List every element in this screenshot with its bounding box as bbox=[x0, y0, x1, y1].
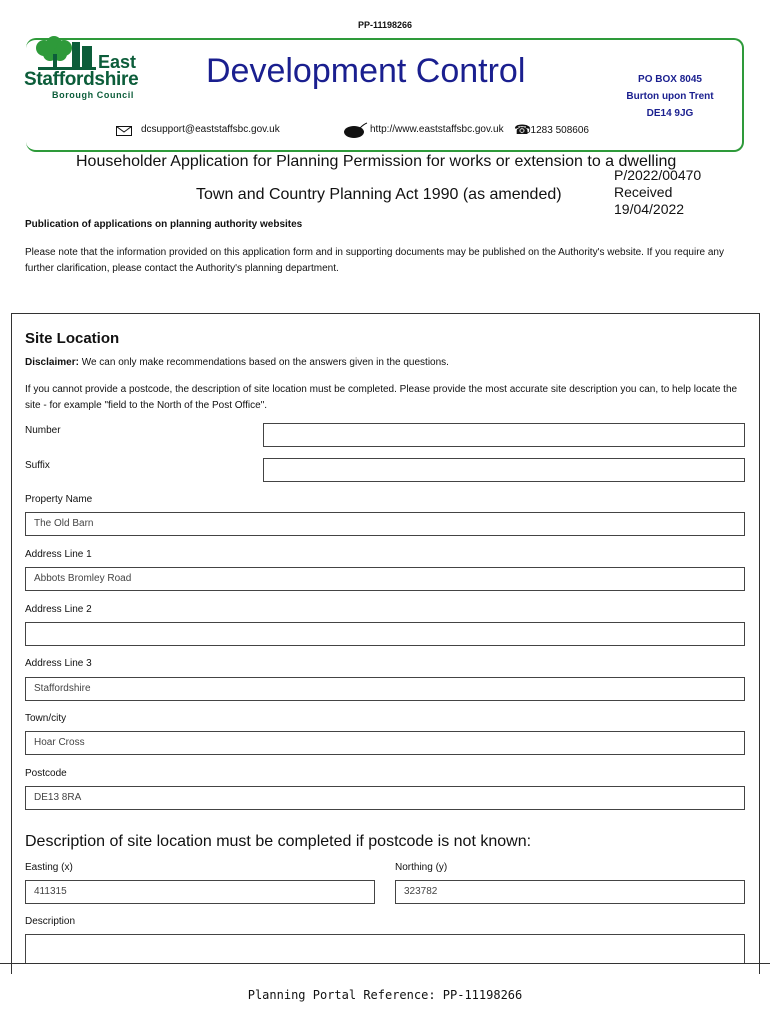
received-label: Received bbox=[614, 184, 673, 200]
address-line-3-label: Address Line 3 bbox=[25, 658, 92, 669]
address-line-2-label: Address Line 2 bbox=[25, 604, 92, 615]
town-city-field[interactable]: Hoar Cross bbox=[25, 731, 745, 755]
postcode-label: Postcode bbox=[25, 768, 67, 779]
footer-reference: Planning Portal Reference: PP-11198266 bbox=[247, 988, 523, 1002]
postcode-note: If you cannot provide a postcode, the description of site location must be completed. Please provide the most accurate site description you can, to help locate the site - for example "field to the North of the Post Office". bbox=[25, 384, 738, 411]
publication-text: Please note that the information provided on this application form and in supporting documents may be published on the Authority's website. If you require any further clarification, please contact the Authority's planning department. bbox=[25, 247, 724, 274]
suffix-label: Suffix bbox=[25, 460, 50, 471]
northing-field[interactable]: 323782 bbox=[395, 880, 745, 904]
description-heading: Description of site location must be completed if postcode is not known: bbox=[25, 833, 532, 850]
telephone-icon: ☎ bbox=[514, 122, 531, 137]
easting-label: Easting (x) bbox=[25, 862, 73, 873]
logo-text-borough: Borough Council bbox=[52, 90, 134, 100]
application-title: Householder Application for Planning Permission for works or extension to a dwelling bbox=[76, 153, 677, 170]
logo-text-staffordshire: Staffordshire bbox=[24, 69, 139, 90]
description-field[interactable] bbox=[25, 934, 745, 963]
envelope-icon bbox=[116, 126, 132, 136]
town-city-label: Town/city bbox=[25, 713, 67, 724]
application-reference: P/2022/00470 bbox=[614, 167, 702, 183]
address-line-1-label: Address Line 1 bbox=[25, 549, 92, 560]
pp-reference-top: PP-11198266 bbox=[357, 20, 413, 30]
disclaimer bbox=[25, 357, 449, 368]
property-name-field[interactable]: The Old Barn bbox=[25, 512, 745, 536]
address-line-1-field[interactable]: Abbots Bromley Road bbox=[25, 567, 745, 591]
reference-block bbox=[614, 167, 701, 218]
address-line-2-field[interactable] bbox=[25, 622, 745, 646]
website-link[interactable]: http://www.eaststaffsbc.gov.uk bbox=[370, 124, 504, 135]
address-line-2: Burton upon Trent bbox=[626, 91, 714, 102]
contact-row bbox=[0, 124, 770, 140]
logo-text-east: East bbox=[98, 52, 137, 72]
received-date: 19/04/2022 bbox=[614, 201, 685, 217]
address-line-1: PO BOX 8045 bbox=[638, 74, 702, 85]
council-address bbox=[610, 71, 730, 122]
phone-number: 01283 508606 bbox=[525, 125, 589, 136]
postcode-field[interactable]: DE13 8RA bbox=[25, 786, 745, 810]
property-name-label: Property Name bbox=[25, 494, 93, 505]
number-label: Number bbox=[25, 425, 61, 436]
email-link[interactable]: dcsupport@eaststaffsbc.gov.uk bbox=[141, 124, 280, 135]
address-line-3: DE14 9JG bbox=[646, 108, 694, 119]
address-line-3-field[interactable]: Staffordshire bbox=[25, 677, 745, 701]
description-label: Description bbox=[25, 916, 76, 927]
disclaimer-label: Disclaimer: bbox=[25, 357, 79, 368]
publication-heading: Publication of applications on planning authority websites bbox=[25, 219, 303, 230]
northing-label: Northing (y) bbox=[395, 862, 448, 873]
act-title: Town and Country Planning Act 1990 (as amended) bbox=[196, 186, 562, 203]
page-divider bbox=[0, 963, 770, 964]
easting-field[interactable]: 411315 bbox=[25, 880, 375, 904]
suffix-field[interactable] bbox=[263, 458, 745, 482]
number-field[interactable] bbox=[263, 423, 745, 447]
site-location-heading: Site Location bbox=[25, 330, 120, 347]
disclaimer-text: We can only make recommendations based on the answers given in the questions. bbox=[78, 357, 449, 368]
mouse-icon bbox=[342, 122, 368, 138]
header-title: Development Control bbox=[206, 52, 526, 90]
